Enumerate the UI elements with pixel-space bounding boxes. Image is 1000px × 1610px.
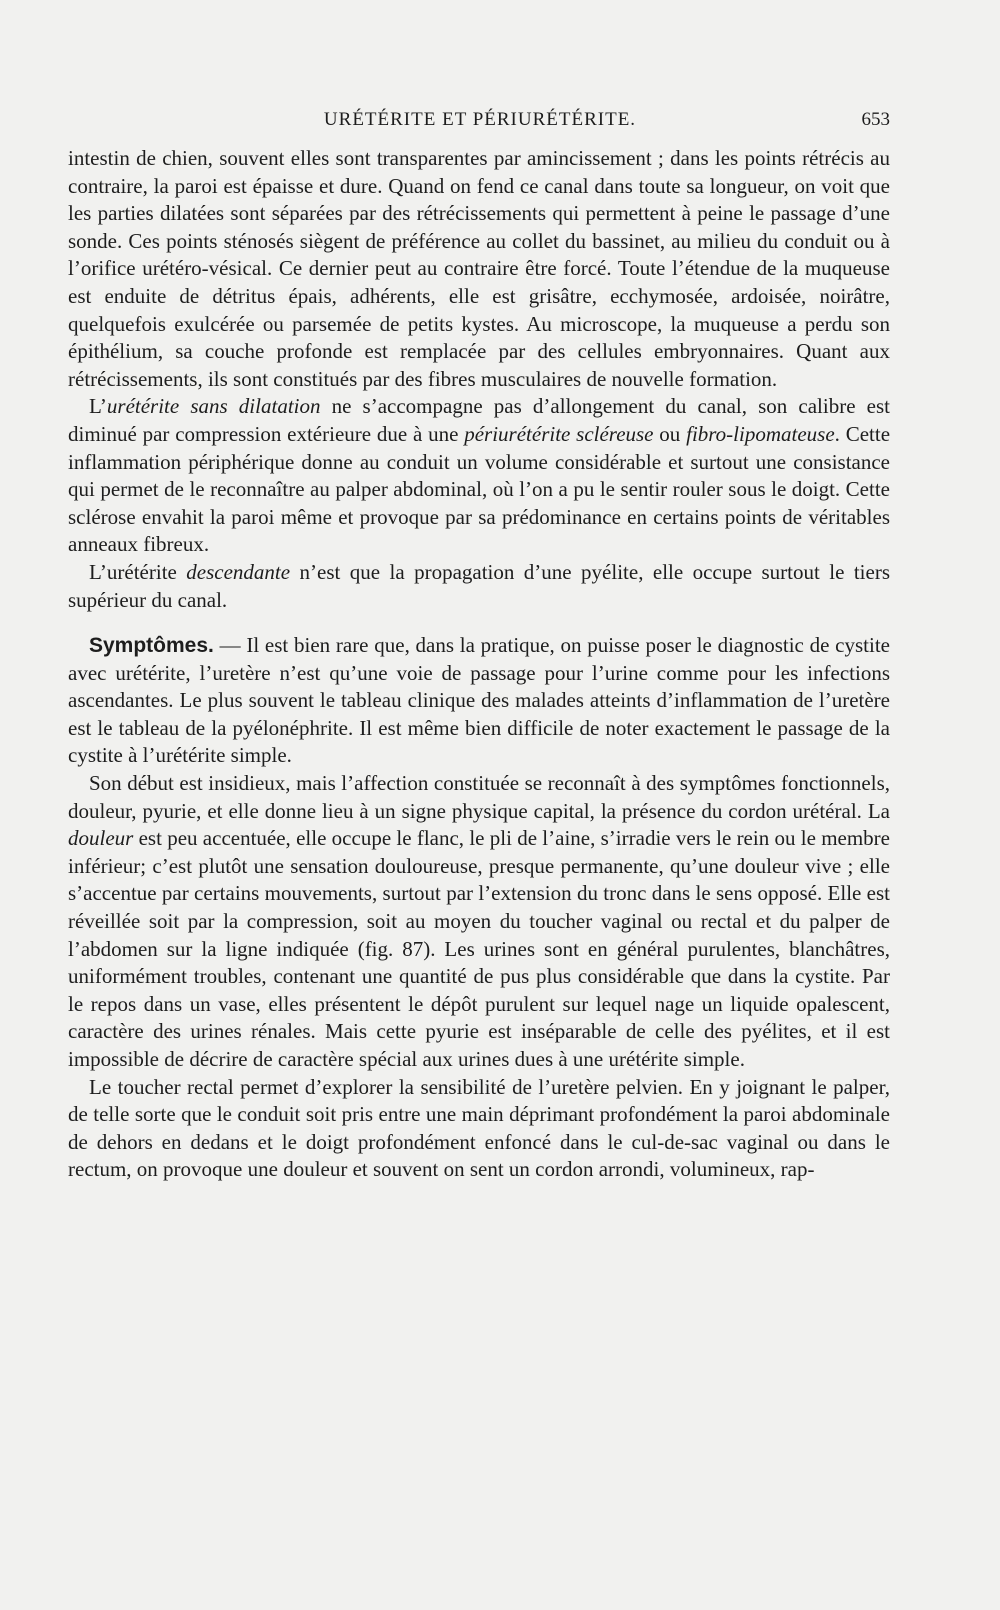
- text-run: L’: [89, 394, 107, 419]
- paragraph-text: intestin de chien, souvent elles sont transparentes par amincissement ; dans les points rétrécis au contraire, la paroi est épaisse et dure. Quand on fend ce canal dans toute sa longueur, on voit que les parties dilatées sont séparées par des rétrécissements qui permettent à peine le passage d’une sonde. Ces points sténosés siègent de préférence au collet du bassinet, au milieu du conduit ou à l’orifice urétéro-vésical. Ce dernier peut au contraire être forcé. Toute l’étendue de la muqueuse est enduite de détritus épais, adhérents, elle est grisâtre, ecchymosée, ardoisée, noirâtre, quelquefois exulcérée ou parsemée de petits kystes. Au microscope, la muqueuse a perdu son épithélium, sa couche profonde est remplacée par des cellules embryonnaires. Quant aux rétrécissements, ils sont constitués par des fibres musculaires de nouvelle formation.: [68, 146, 890, 391]
- page-number: 653: [861, 109, 890, 130]
- paragraph-uretérite-sans-dilatation: [68, 393, 890, 559]
- paragraph-toucher-rectal: [68, 1074, 890, 1184]
- paragraph-symptomes: [68, 632, 890, 770]
- paragraph-continuation: [68, 145, 890, 393]
- text-run: est peu accentuée, elle occupe le flanc, le pli de l’aine, s’irradie vers le rein ou le membre inférieur; c’est plutôt une sensation douloureuse, presque permanente, qu’une douleur vive ; elle s’accentue par certains mouvements, surtout par l’extension du tronc dans le sens opposé. Elle est réveillée soit par la compression, soit au moyen du toucher vaginal ou rectal et du palper de l’abdomen sur la ligne indiquée (fig. 87). Les urines sont en général purulentes, blanchâtres, uniformément troubles, contenant une quantité de pus plus considérable que dans la cystite. Par le repos dans un vase, elles présentent le dépôt purulent sur lequel nage un liquide opalescent, caractère des urines rénales. Mais cette pyurie est inséparable de celle des pyélites, et il est impossible de décrire de caractère spécial aux urines dues à une urétérite simple.: [68, 826, 890, 1071]
- text-run: — Il est bien rare que, dans la pratique, on puisse poser le diagnostic de cystite avec urétérite, l’uretère n’est qu’une voie de passage pour l’urine comme pour les infections ascendantes. Le plus souvent le tableau clinique des malades atteints d’inflammation de l’uretère est le tableau de la pyélonéphrite. Il est même bien difficile de noter exactement le passage de la cystite à l’urétérite simple.: [68, 633, 890, 768]
- section-heading: Symptômes.: [89, 634, 214, 658]
- text-run: ou: [653, 421, 687, 446]
- italic-term: périurétérite scléreuse: [464, 421, 654, 446]
- text-run: . Cette inflammation périphérique donne au conduit un volume considérable et surtout une consistance qui permet de le reconnaître au palper abdominal, où l’on a pu le sentir rouler sous le doigt. Cette sclérose envahit la paroi même et provoque par sa prédominance en certains points de véritables anneaux fibreux.: [68, 421, 891, 557]
- italic-term: descendante: [186, 559, 291, 584]
- italic-term: urétérite sans dilatation: [106, 394, 321, 419]
- body-text: [68, 145, 890, 1184]
- text-run: ne s’accompagne pas d’allongement du canal, son calibre est diminué par compression extérieure due à une: [68, 394, 890, 446]
- text-run: L’urétérite: [89, 559, 187, 584]
- running-header: [70, 109, 890, 135]
- italic-term: douleur: [68, 826, 134, 851]
- paragraph-text: Le toucher rectal permet d’explorer la sensibilité de l’uretère pelvien. En y joignant le palper, de telle sorte que le conduit soit pris entre une main déprimant profondément la paroi abdominale de dehors en dedans et le doigt profondément enfoncé dans le cul-de-sac vaginal ou dans le rectum, on provoque une douleur et souvent on sent un cordon arrondi, volumineux, rap-: [68, 1074, 890, 1182]
- paragraph-debut: [68, 770, 890, 1074]
- italic-term: fibro-lipomateuse: [686, 421, 835, 446]
- text-run: n’est que la propagation d’une pyélite, elle occupe surtout le tiers supérieur du canal.: [68, 559, 890, 612]
- running-title: URÉTÉRITE ET PÉRIURÉTÉRITE.: [323, 109, 637, 130]
- text-run: Son début est insidieux, mais l’affection constituée se reconnaît à des symptômes fonctionnels, douleur, pyurie, et elle donne lieu à un signe physique capital, la présence du cordon urétéral. La: [68, 771, 890, 823]
- paragraph-uretérite-descendante: [68, 559, 890, 614]
